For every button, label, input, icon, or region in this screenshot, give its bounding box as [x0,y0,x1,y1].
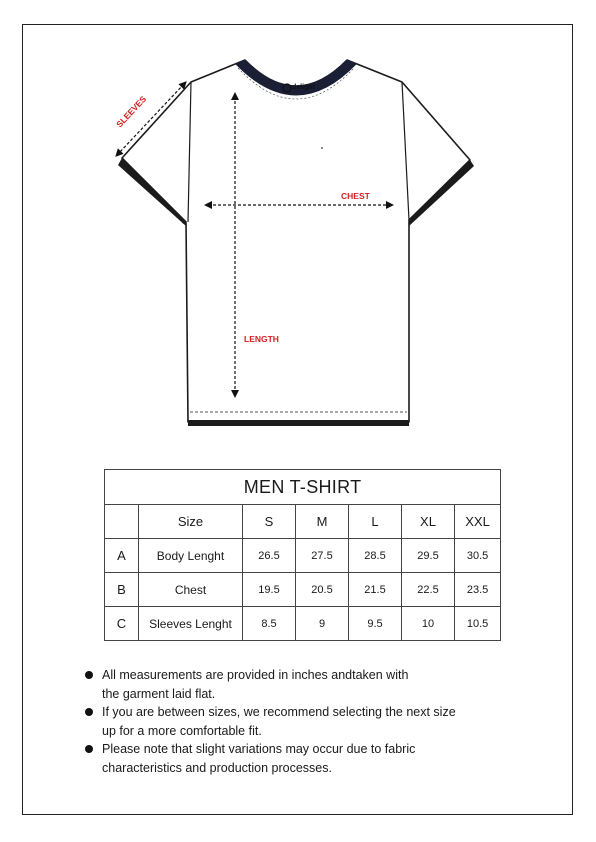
row-value: 26.5 [243,539,296,573]
header-size-l: L [349,505,402,539]
table-header-row [105,505,501,539]
row-value: 20.5 [296,573,349,607]
row-value: 22.5 [402,573,455,607]
row-value: 9 [296,607,349,641]
note-item [84,703,504,740]
row-value: 9.5 [349,607,402,641]
note-line: the garment laid flat. [102,686,216,701]
hem-band [188,420,409,426]
note-line: characteristics and production processes. [102,760,332,775]
row-value: 23.5 [455,573,501,607]
table-row [105,539,501,573]
note-line: All measurements are provided in inches andtaken with [102,668,409,682]
note-line: If you are between sizes, we recommend selecting the next size [102,705,456,719]
note-line: up for a more comfortable fit. [102,723,262,738]
header-size-label: Size [139,505,243,539]
row-value: 29.5 [402,539,455,573]
row-label: Body Lenght [139,539,243,573]
row-value: 30.5 [455,539,501,573]
row-value: 21.5 [349,573,402,607]
row-value: 8.5 [243,607,296,641]
row-value: 28.5 [349,539,402,573]
header-size-m: M [296,505,349,539]
note-item [84,740,504,777]
header-size-xxl: XXL [455,505,501,539]
sleeves-label: SLEEVES [114,93,149,130]
length-label: LENGTH [244,334,279,344]
row-value: 19.5 [243,573,296,607]
note-item [84,666,504,703]
chest-label: CHEST [341,191,370,201]
svg-text:delight: delight [292,84,315,91]
table-row [105,607,501,641]
row-label: Chest [139,573,243,607]
table-row [105,573,501,607]
measurement-notes [84,666,504,777]
table-title: MEN T-SHIRT [105,470,501,505]
row-value: 10.5 [455,607,501,641]
row-value: 10 [402,607,455,641]
table-title-row [105,470,501,505]
size-chart-table [104,469,501,641]
row-letter: A [105,539,139,573]
shirt-outline [122,60,470,422]
header-size-xl: XL [402,505,455,539]
row-letter: C [105,607,139,641]
header-size-s: S [243,505,296,539]
header-letter-cell [105,505,139,539]
row-label: Sleeves Lenght [139,607,243,641]
note-line: Please note that slight variations may occur due to fabric [102,742,416,756]
row-value: 27.5 [296,539,349,573]
row-letter: B [105,573,139,607]
